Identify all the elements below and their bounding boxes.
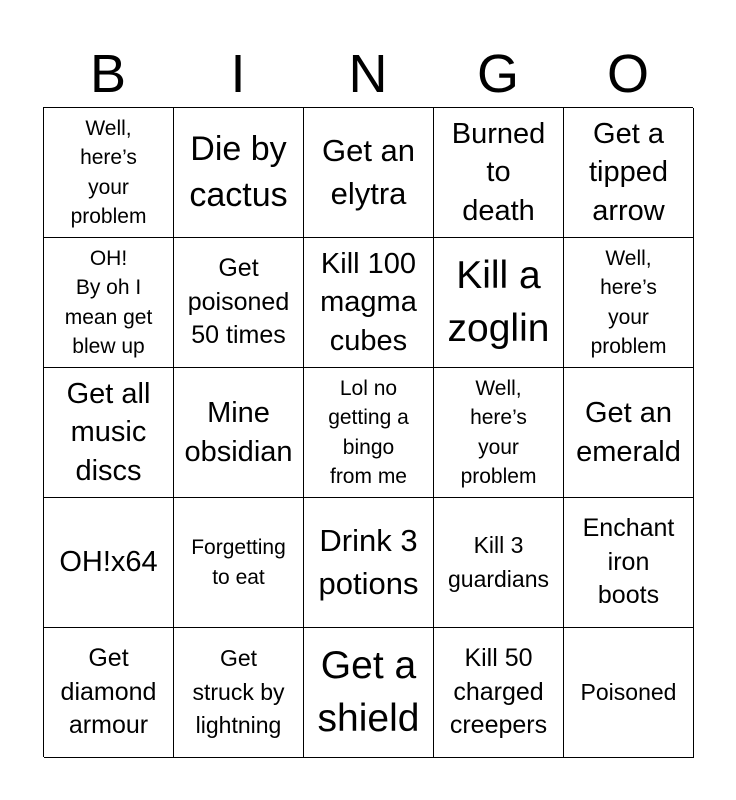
bingo-cell[interactable] bbox=[434, 238, 564, 368]
header-letter-g: G bbox=[476, 44, 519, 104]
bingo-cell-text: Mine obsidian bbox=[184, 397, 293, 468]
bingo-cell-text: OH! By oh I mean get blew up bbox=[64, 247, 153, 358]
bingo-cell[interactable] bbox=[304, 238, 434, 368]
bingo-cell-text: Get a tipped arrow bbox=[588, 118, 668, 227]
bingo-cell-text: Kill a zoglin bbox=[447, 253, 550, 350]
bingo-cell-text: Forgetting to eat bbox=[191, 536, 286, 589]
bingo-cell-text: Die by cactus bbox=[189, 129, 288, 214]
bingo-cell-text: OH!x64 bbox=[59, 546, 158, 579]
bingo-cell-text: Get poisoned 50 times bbox=[187, 253, 290, 350]
bingo-cell-text: Lol no getting a bingo from me bbox=[328, 377, 409, 488]
bingo-cell[interactable] bbox=[304, 498, 434, 628]
bingo-cell[interactable] bbox=[174, 108, 304, 238]
bingo-cell[interactable] bbox=[44, 368, 174, 498]
bingo-cell[interactable] bbox=[564, 498, 694, 628]
bingo-cell[interactable] bbox=[44, 498, 174, 628]
bingo-cell[interactable] bbox=[44, 238, 174, 368]
bingo-cell[interactable] bbox=[434, 498, 564, 628]
bingo-cell[interactable] bbox=[434, 368, 564, 498]
header-letter-i: I bbox=[230, 44, 246, 104]
bingo-cell-text: Well, here’s your problem bbox=[460, 377, 537, 488]
bingo-cell-text: Poisoned bbox=[580, 678, 677, 705]
header-letter-n: N bbox=[348, 44, 388, 104]
bingo-cell[interactable] bbox=[174, 628, 304, 758]
bingo-cell[interactable] bbox=[304, 368, 434, 498]
header-letter-b: B bbox=[89, 44, 127, 104]
bingo-cell-text: Well, here’s your problem bbox=[70, 117, 147, 228]
bingo-cell[interactable] bbox=[44, 108, 174, 238]
bingo-cell[interactable] bbox=[44, 628, 174, 758]
bingo-cell[interactable] bbox=[434, 108, 564, 238]
bingo-cell[interactable] bbox=[564, 108, 694, 238]
bingo-cell-text: Enchant iron boots bbox=[582, 513, 675, 610]
bingo-cell[interactable] bbox=[564, 238, 694, 368]
bingo-cell[interactable] bbox=[174, 238, 304, 368]
bingo-cell-text: Drink 3 potions bbox=[318, 523, 419, 601]
bingo-cell-text: Get a shield bbox=[317, 643, 420, 740]
bingo-board bbox=[43, 107, 693, 757]
header-letter-o: O bbox=[606, 44, 649, 104]
bingo-cell-text: Get an elytra bbox=[321, 133, 416, 211]
bingo-cell-text: Get diamond armour bbox=[60, 643, 157, 740]
bingo-cell-text: Well, here’s your problem bbox=[590, 247, 667, 358]
bingo-cell[interactable] bbox=[564, 368, 694, 498]
bingo-cell[interactable] bbox=[564, 628, 694, 758]
bingo-cell[interactable] bbox=[304, 628, 434, 758]
bingo-header bbox=[43, 42, 693, 106]
bingo-cell-text: Kill 3 guardians bbox=[447, 532, 550, 592]
bingo-cell-text: Kill 50 charged creepers bbox=[449, 643, 548, 740]
bingo-cell-text: Get an emerald bbox=[576, 397, 681, 468]
bingo-cell[interactable] bbox=[174, 498, 304, 628]
bingo-cell-text: Get all music discs bbox=[66, 378, 151, 487]
bingo-cell[interactable] bbox=[434, 628, 564, 758]
bingo-cell-text: Get struck by lightning bbox=[192, 645, 285, 739]
bingo-cell[interactable] bbox=[174, 368, 304, 498]
bingo-cell[interactable] bbox=[304, 108, 434, 238]
bingo-cell-text: Kill 100 magma cubes bbox=[320, 248, 417, 357]
bingo-cell-text: Burned to death bbox=[451, 118, 546, 227]
